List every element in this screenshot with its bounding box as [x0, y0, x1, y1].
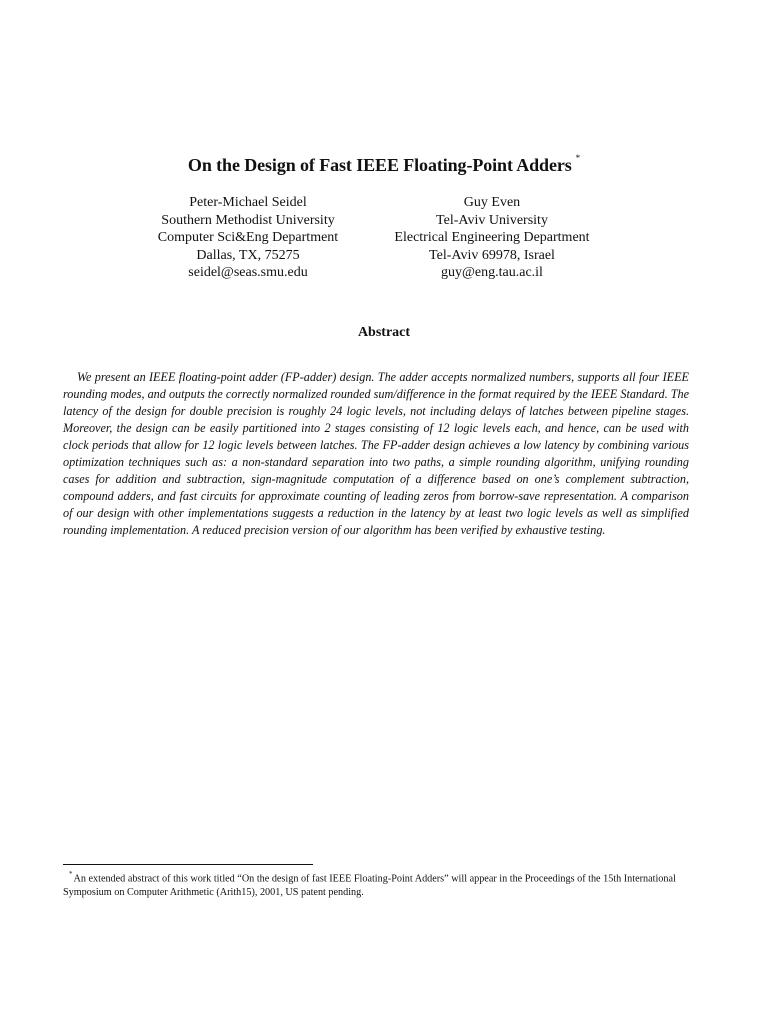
footnote-divider — [63, 864, 313, 865]
footnote — [63, 868, 693, 900]
paper-title-text: On the Design of Fast IEEE Floating-Point Adders — [187, 155, 572, 176]
author-institution: Tel-Aviv University — [436, 212, 548, 228]
author-department: Electrical Engineering Department — [394, 230, 590, 245]
footnote-marker: * — [69, 870, 73, 878]
footnote-text: An extended abstract of this work titled “On the design of fast IEEE Floating-Point Adders” will appear in the Proceedings of the 15th International Symposium on Computer Arithmetic (Arith15), 2001, US patent pending. — [63, 873, 676, 899]
author-name: Guy Even — [463, 195, 521, 210]
author-block-1 — [128, 194, 368, 282]
abstract-text: We present an IEEE floating-point adder (FP-adder) design. The adder accepts normalized numbers, supports all four IEEE rounding modes, and outputs the correctly normalized rounded sum/difference in the format required by the IEEE Standard. The latency of the design for double precision is roughly 24 logic levels, not including delays of latches between pipeline stages. Moreover, the design can be easily partitioned into 2 stages consisting of 12 logic levels each, and hence, can be used with clock periods that allow for 12 logic levels between latches. The FP-adder design achieves a low latency by combining various optimization techniques such as: a non-standard separation into two paths, a simple rounding algorithm, unifying rounding cases for addition and subtraction, sign-magnitude computation of a difference based on one’s complement subtraction, compound adders, and fast circuits for approximate counting of leading zeros from borrow-save representation. A comparison of our design with other implementations suggests a reduction in the latency by at least two logic levels as well as simplified rounding implementation. A reduced precision version of our algorithm has been verified by exhaustive testing. — [63, 370, 689, 538]
title-footnote-marker: * — [575, 153, 581, 164]
paper-title — [0, 155, 768, 176]
author-address: Dallas, TX, 75275 — [196, 247, 300, 263]
author-address: Tel-Aviv 69978, Israel — [429, 247, 555, 263]
author-department: Computer Sci&Eng Department — [157, 230, 339, 245]
author-block-2 — [372, 194, 612, 282]
abstract-heading: Abstract — [357, 325, 411, 340]
author-email: seidel@seas.smu.edu — [188, 265, 308, 280]
author-institution: Southern Methodist University — [161, 212, 335, 228]
author-name: Peter-Michael Seidel — [189, 195, 307, 210]
author-email: guy@eng.tau.ac.il — [441, 265, 543, 280]
